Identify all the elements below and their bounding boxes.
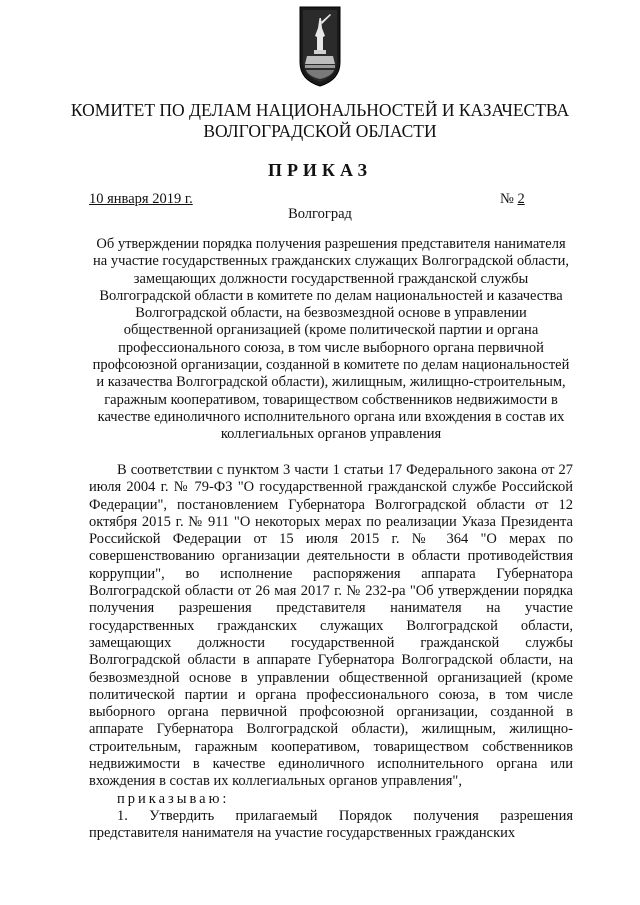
city: Волгоград xyxy=(288,206,352,222)
committee-name xyxy=(60,100,580,142)
prikazyvayu-line: приказываю: xyxy=(117,790,230,807)
coat-of-arms-icon xyxy=(299,6,341,87)
item-1-paragraph: 1. Утвердить прилагаемый Порядок получения разрешения представителя нанимателя на участие государственных гражданских xyxy=(89,807,573,842)
number-value: 2 xyxy=(517,191,525,207)
order-body xyxy=(89,462,573,843)
committee-line-1: КОМИТЕТ ПО ДЕЛАМ НАЦИОНАЛЬНОСТЕЙ И КАЗАЧЕСТВА xyxy=(70,100,570,120)
preamble-paragraph: В соответствии с пунктом 3 части 1 статьи 17 Федерального закона от 27 июля 2004 г. № 79-ФЗ "О государственной гражданской службе Российской Федерации", постановлением Губернатора Волгоградской области от 12 октября 2015 г. № 911 "О некоторых мерах по реализации Указа Президента Российской Федерации от 15 июля 2015 г. № 364 "О мерах по совершенствованию организации деятельности в области противодействия коррупции", во исполнение распоряжения аппарата Губернатора Волгоградской области от 26 мая 2017 г. № 232-ра "Об утверждении порядка получения разрешения представителя нанимателя на участие государственных гражданских служащих Волгоградской области, замещающих должности государственной гражданской службы Волгоградской области в аппарате Губернатора Волгоградской области, на безвозмездной основе в управлении общественной организацией (кроме политической партии и органа профессионального союза, в том числе выборного органа первичной профсоюзной организации, созданной в аппарате Губернатора Волгоградской области), жилищным, жилищно-строительным, гаражным кооперативом, товариществом собственников недвижимости в качестве единоличного исполнительного органа или вхождения в состав их коллегиальных органов управления", xyxy=(89,462,573,790)
number-sign: № xyxy=(500,191,514,207)
order-date: 10 января 2019 г. xyxy=(89,191,193,207)
order-subject: Об утверждении порядка получения разрешения представителя нанимателя на участие государственных гражданских служащих Волгоградской области, замещающих должности государственной гражданской службы Волгоградской области в комитете по делам национальностей и казачества Волгоградской области, на безвозмездной основе в управлении общественной организацией (кроме политической партии и органа профессионального союза, в том числе выборного органа первичной профсоюзной организации, созданной в комитете по делам национальностей и казачества Волгоградской области), жилищным, жилищно-строительным, гаражным кооперативом, товариществом собственников недвижимости в качестве единоличного исполнительного органа или вхождения в состав их коллегиальных органов управления xyxy=(92,236,570,443)
order-title: ПРИКАЗ xyxy=(267,160,373,180)
committee-line-2: ВОЛГОГРАДСКОЙ ОБЛАСТИ xyxy=(203,121,437,141)
